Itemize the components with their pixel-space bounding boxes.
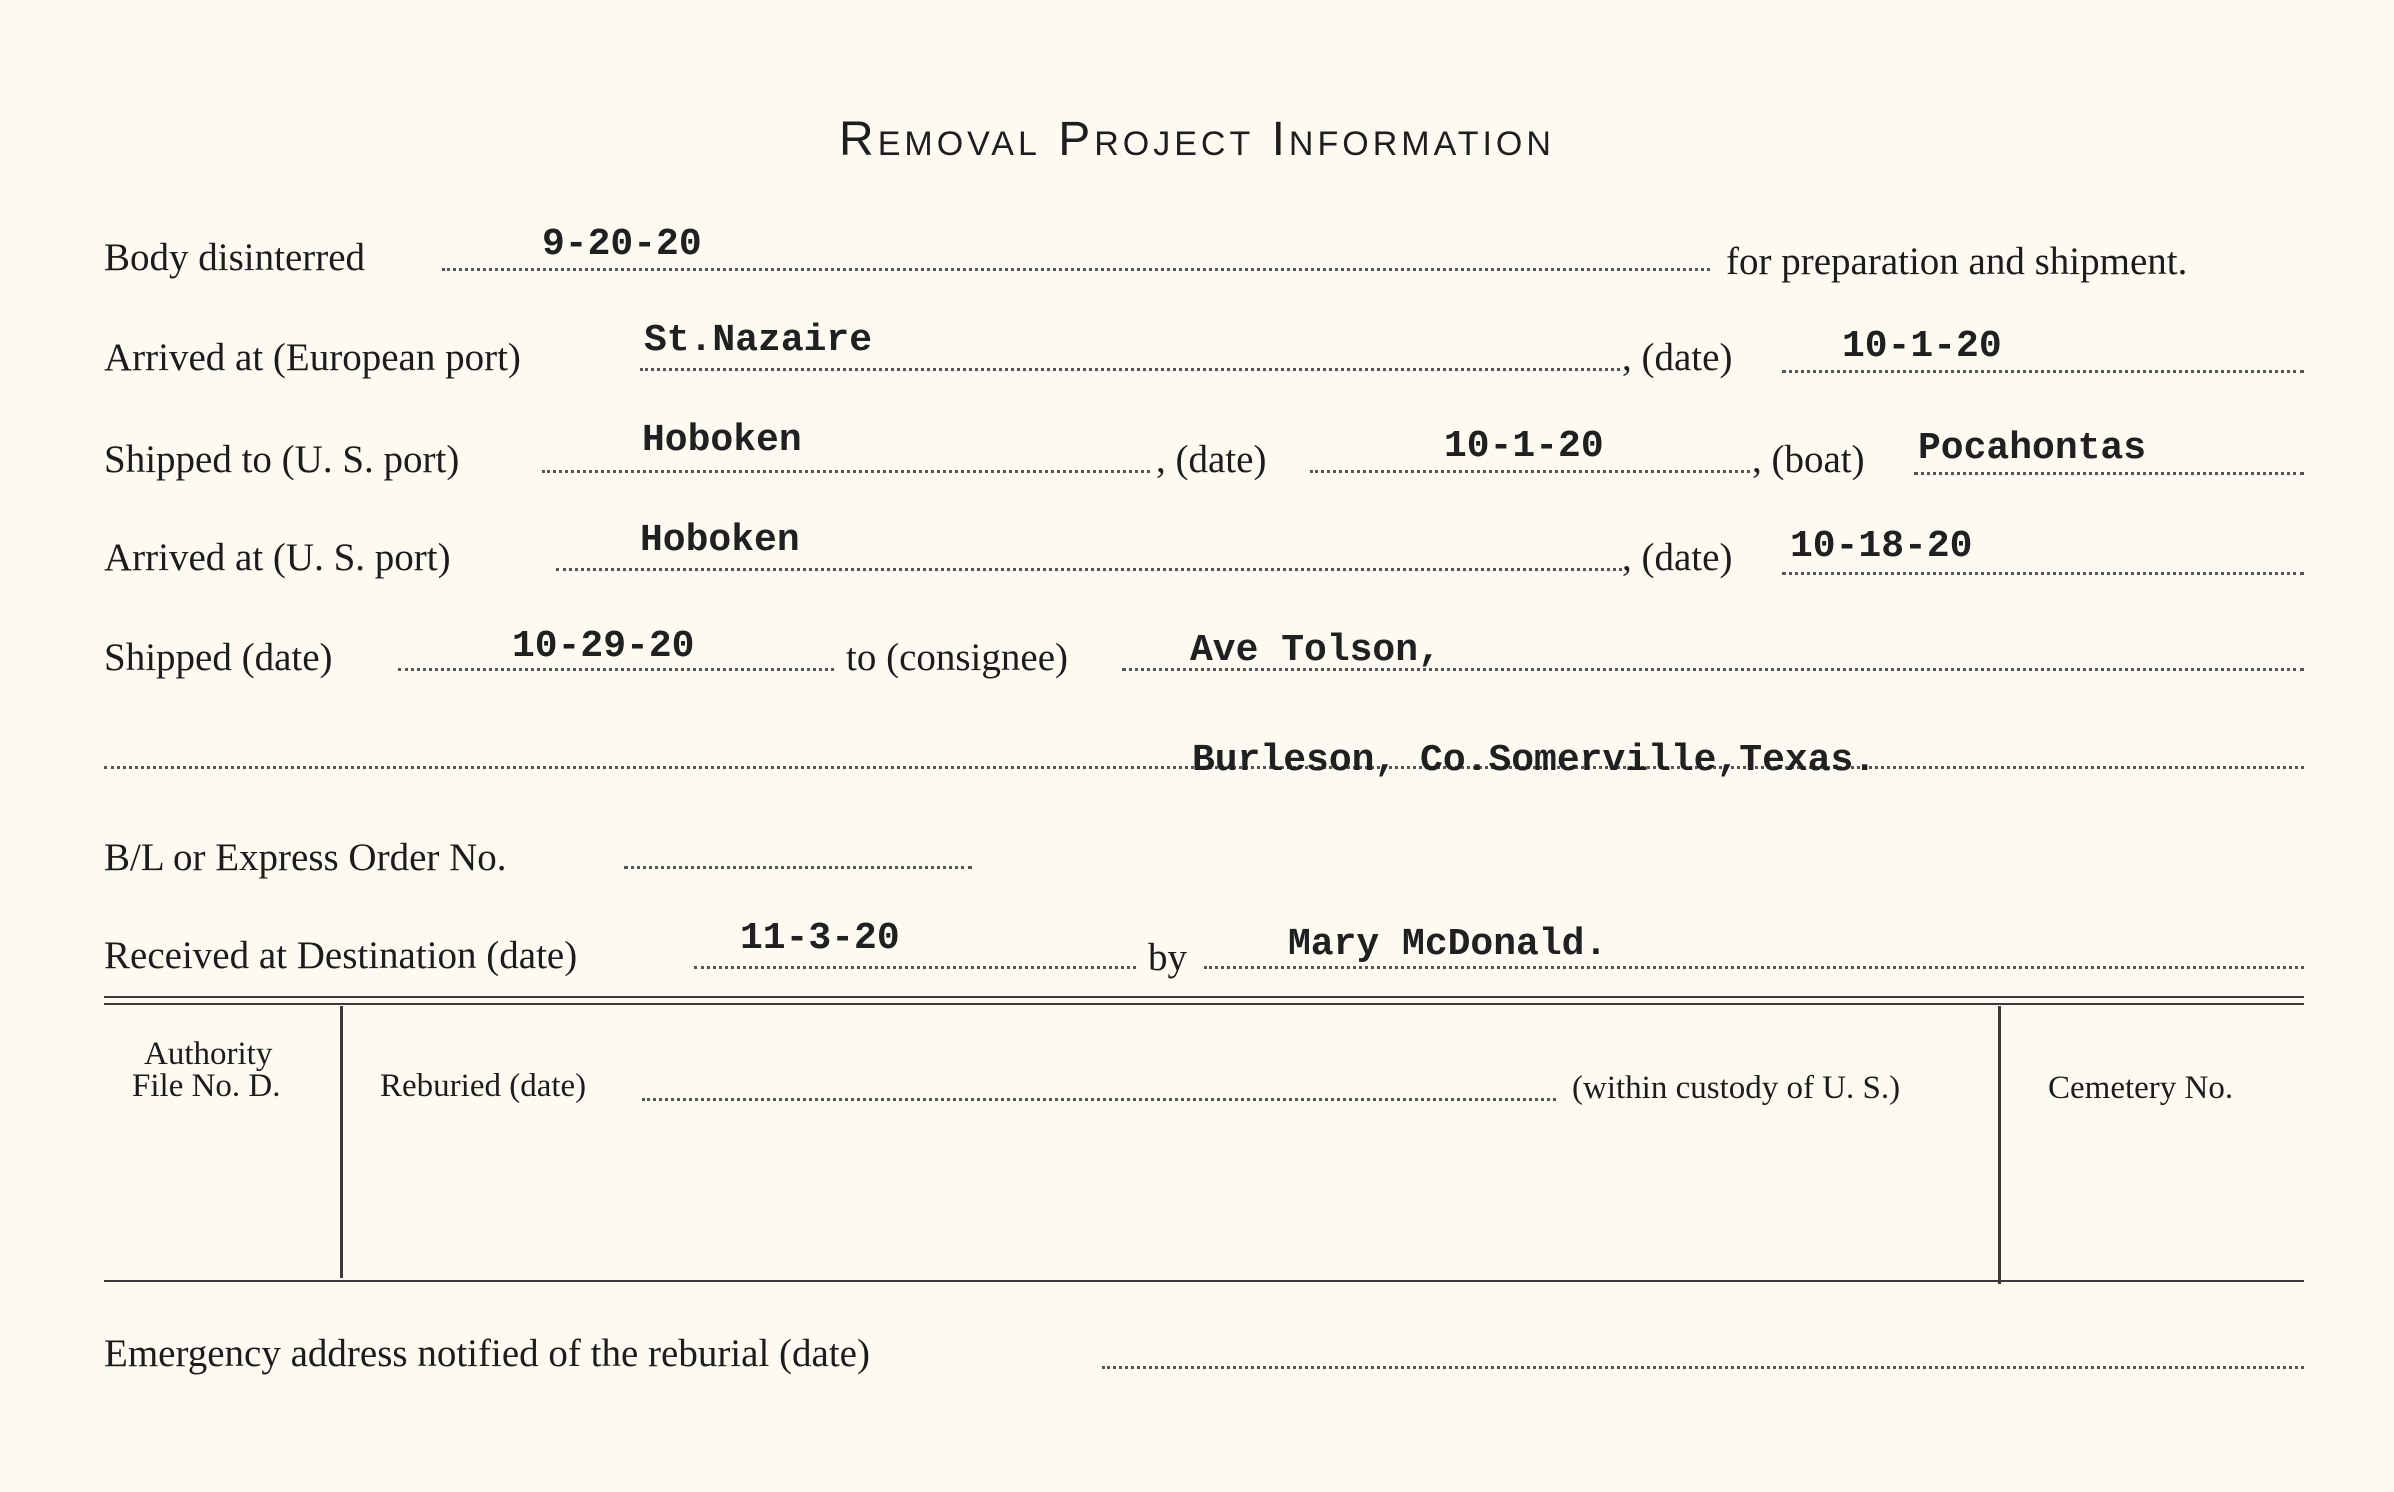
shipped-to-port-label: Shipped to (U. S. port)	[104, 438, 460, 481]
shipped-date-label: Shipped (date)	[104, 636, 333, 679]
authority-label-2: File No. D.	[132, 1068, 281, 1104]
shipped-to-date-line	[1310, 470, 1750, 473]
form-title: Removal Project Information	[839, 113, 1555, 166]
bl-express-order-line	[624, 866, 972, 869]
shipped-date-line	[398, 668, 834, 671]
shipped-date-value: 10-29-20	[512, 625, 695, 668]
received-by-value: Mary McDonald.	[1288, 923, 1608, 966]
box-divider-left	[340, 1006, 343, 1278]
boat-line	[1914, 472, 2304, 475]
box-top-rule	[104, 996, 2304, 998]
arrived-us-port-value: Hoboken	[640, 519, 800, 562]
received-destination-date: 11-3-20	[740, 917, 900, 960]
boat-value: Pocahontas	[1918, 427, 2147, 470]
box-bottom-rule	[104, 1280, 2304, 1282]
arrived-us-date-value: 10-18-20	[1790, 525, 1973, 568]
boat-label: , (boat)	[1752, 438, 1865, 481]
received-by-line	[1204, 966, 2304, 969]
consignee-value: Ave Tolson,	[1190, 629, 1441, 672]
reburied-label: Reburied (date)	[380, 1068, 587, 1104]
received-destination-line	[694, 966, 1136, 969]
reburied-line	[642, 1098, 1556, 1101]
box-top-rule-inner	[104, 1003, 2304, 1005]
body-disinterred-line	[442, 268, 1710, 271]
emergency-address-label: Emergency address notified of the reburial (date)	[104, 1332, 870, 1375]
emergency-address-line	[1102, 1366, 2304, 1369]
body-disinterred-label: Body disinterred	[104, 236, 366, 279]
arrived-european-date-label: , (date)	[1622, 336, 1733, 379]
arrived-us-port-label: Arrived at (U. S. port)	[104, 536, 451, 579]
arrived-european-port-value: St.Nazaire	[644, 319, 873, 362]
arrived-european-port-label: Arrived at (European port)	[104, 336, 521, 379]
box-divider-right	[1998, 1006, 2001, 1284]
received-by-label: by	[1148, 936, 1187, 979]
cemetery-no-label: Cemetery No.	[2048, 1070, 2234, 1106]
shipped-to-port-value: Hoboken	[642, 419, 802, 462]
arrived-us-port-line	[556, 568, 1622, 571]
consignee-address-value: Burleson, Co.Somerville,Texas.	[1192, 739, 1877, 782]
shipped-to-date-label: , (date)	[1156, 438, 1267, 481]
body-disinterred-value: 9-20-20	[542, 223, 702, 266]
arrived-european-date-line	[1782, 370, 2304, 373]
arrived-us-date-line	[1782, 572, 2304, 575]
consignee-label: to (consignee)	[846, 636, 1069, 679]
arrived-us-date-label: , (date)	[1622, 536, 1733, 579]
shipped-to-date-value: 10-1-20	[1444, 425, 1604, 468]
for-preparation-label: for preparation and shipment.	[1726, 240, 2188, 283]
arrived-european-port-line	[640, 368, 1620, 371]
bl-express-order-label: B/L or Express Order No.	[104, 836, 507, 879]
custody-label: (within custody of U. S.)	[1572, 1070, 1901, 1106]
authority-label-1: Authority	[144, 1036, 273, 1072]
arrived-european-date-value: 10-1-20	[1842, 325, 2002, 368]
shipped-to-port-line	[542, 470, 1150, 473]
received-destination-label: Received at Destination (date)	[104, 934, 578, 977]
